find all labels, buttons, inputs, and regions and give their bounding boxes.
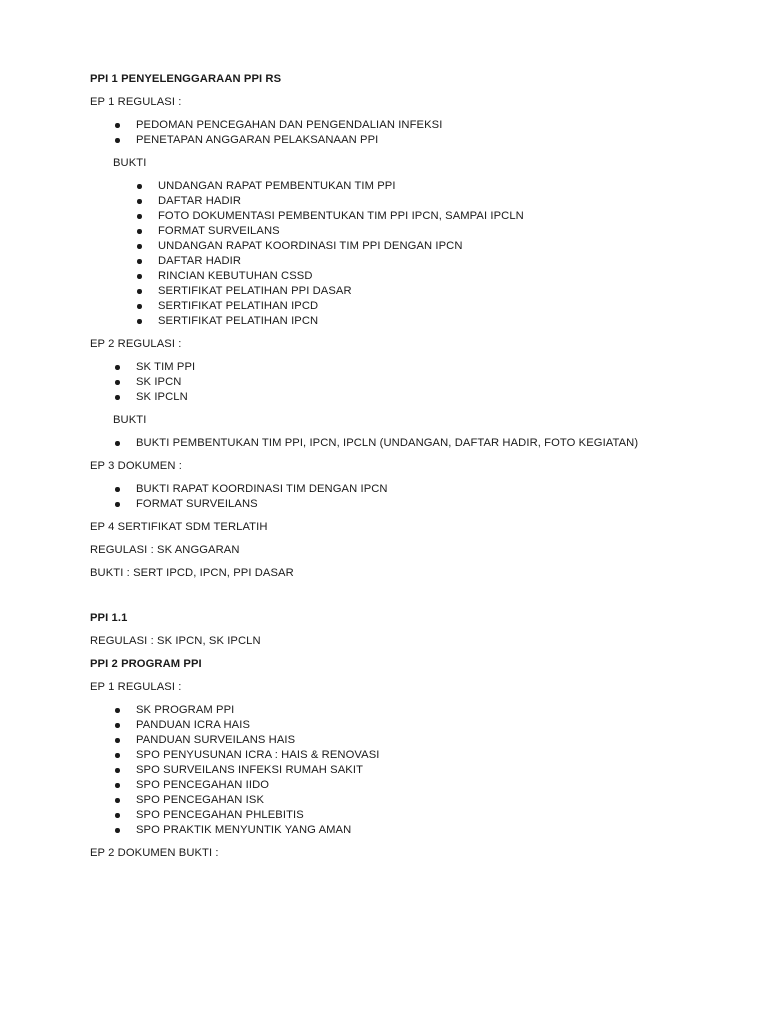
- ppi1-ep4-regulasi: REGULASI : SK ANGGARAN: [90, 544, 240, 556]
- ppi2-ep1-list: [90, 703, 730, 838]
- bullet-icon: [115, 708, 120, 713]
- list-item: [90, 209, 730, 224]
- list-item-text: DAFTAR HADIR: [158, 255, 242, 267]
- bullet-icon: [115, 123, 120, 128]
- bullet-icon: [115, 828, 120, 833]
- ppi2-ep1-label: EP 1 REGULASI :: [90, 681, 182, 693]
- list-item: [90, 778, 730, 793]
- list-item: [90, 239, 730, 254]
- list-item-text: UNDANGAN RAPAT PEMBENTUKAN TIM PPI: [158, 180, 396, 192]
- ppi1-ep2-bukti-list: [90, 436, 730, 451]
- list-item: [90, 497, 730, 512]
- document-content: [90, 72, 730, 869]
- list-item: [90, 224, 730, 239]
- list-item: [90, 823, 730, 838]
- list-item-text: BUKTI PEMBENTUKAN TIM PPI, IPCN, IPCLN (UNDANGAN, DAFTAR HADIR, FOTO KEGIATAN): [136, 437, 639, 449]
- list-item-text: FORMAT SURVEILANS: [158, 225, 280, 237]
- bullet-icon: [137, 319, 142, 324]
- list-item-text: DAFTAR HADIR: [158, 195, 242, 207]
- bullet-icon: [115, 813, 120, 818]
- bullet-icon: [137, 289, 142, 294]
- ppi1-ep4-bukti: BUKTI : SERT IPCD, IPCN, PPI DASAR: [90, 567, 294, 579]
- ppi1-ep4-label: EP 4 SERTIFIKAT SDM TERLATIH: [90, 521, 268, 533]
- list-item-text: PEDOMAN PENCEGAHAN DAN PENGENDALIAN INFEKSI: [136, 119, 443, 131]
- list-item-text: SK PROGRAM PPI: [136, 704, 235, 716]
- list-item: [90, 284, 730, 299]
- list-item-text: SPO PENCEGAHAN PHLEBITIS: [136, 809, 304, 821]
- list-item-text: SK TIM PPI: [136, 361, 196, 373]
- bullet-icon: [115, 380, 120, 385]
- list-item: [90, 763, 730, 778]
- list-item-text: SERTIFIKAT PELATIHAN IPCD: [158, 300, 319, 312]
- list-item: [90, 436, 730, 451]
- ppi2-title: PPI 2 PROGRAM PPI: [90, 658, 202, 670]
- list-item-text: SK IPCLN: [136, 391, 188, 403]
- bullet-icon: [115, 783, 120, 788]
- list-item-text: SPO SURVEILANS INFEKSI RUMAH SAKIT: [136, 764, 363, 776]
- ppi2-ep2-label: EP 2 DOKUMEN BUKTI :: [90, 847, 219, 859]
- ppi1-ep3-label: EP 3 DOKUMEN :: [90, 460, 182, 472]
- list-item: [90, 269, 730, 284]
- list-item: [90, 314, 730, 329]
- list-item: [90, 133, 730, 148]
- bullet-icon: [115, 395, 120, 400]
- bullet-icon: [115, 738, 120, 743]
- list-item: [90, 718, 730, 733]
- list-item: [90, 748, 730, 763]
- bullet-icon: [115, 753, 120, 758]
- list-item-text: RINCIAN KEBUTUHAN CSSD: [158, 270, 313, 282]
- bullet-icon: [137, 199, 142, 204]
- ppi1-title: PPI 1 PENYELENGGARAAN PPI RS: [90, 73, 282, 85]
- list-item: [90, 793, 730, 808]
- list-item-text: PENETAPAN ANGGARAN PELAKSANAAN PPI: [136, 134, 379, 146]
- list-item-text: SPO PRAKTIK MENYUNTIK YANG AMAN: [136, 824, 352, 836]
- ppi11-regulasi: REGULASI : SK IPCN, SK IPCLN: [90, 635, 261, 647]
- bullet-icon: [115, 768, 120, 773]
- ppi1-ep1-bukti-label: BUKTI: [113, 157, 147, 169]
- bullet-icon: [137, 214, 142, 219]
- ppi1-ep2-bukti-label: BUKTI: [113, 414, 147, 426]
- list-item: [90, 179, 730, 194]
- bullet-icon: [137, 274, 142, 279]
- list-item-text: PANDUAN SURVEILANS HAIS: [136, 734, 296, 746]
- ppi1-ep1-list: [90, 118, 730, 148]
- section-spacer: [90, 589, 730, 611]
- ppi1-ep2-list: [90, 360, 730, 405]
- list-item-text: SK IPCN: [136, 376, 182, 388]
- list-item: [90, 390, 730, 405]
- bullet-icon: [137, 259, 142, 264]
- list-item-text: SPO PENCEGAHAN IIDO: [136, 779, 270, 791]
- bullet-icon: [137, 244, 142, 249]
- list-item-text: SPO PENYUSUNAN ICRA : HAIS & RENOVASI: [136, 749, 380, 761]
- list-item-text: PANDUAN ICRA HAIS: [136, 719, 251, 731]
- list-item: [90, 299, 730, 314]
- bullet-icon: [115, 798, 120, 803]
- ppi1-ep1-bukti-list: [90, 179, 730, 329]
- bullet-icon: [115, 502, 120, 507]
- bullet-icon: [115, 441, 120, 446]
- list-item-text: SPO PENCEGAHAN ISK: [136, 794, 265, 806]
- bullet-icon: [137, 229, 142, 234]
- bullet-icon: [115, 365, 120, 370]
- bullet-icon: [115, 487, 120, 492]
- bullet-icon: [137, 304, 142, 309]
- bullet-icon: [115, 138, 120, 143]
- list-item-text: SERTIFIKAT PELATIHAN PPI DASAR: [158, 285, 352, 297]
- list-item-text: FOTO DOKUMENTASI PEMBENTUKAN TIM PPI IPCN, SAMPAI IPCLN: [158, 210, 524, 222]
- bullet-icon: [137, 184, 142, 189]
- ppi11-title: PPI 1.1: [90, 612, 128, 624]
- list-item: [90, 194, 730, 209]
- bullet-icon: [115, 723, 120, 728]
- list-item: [90, 360, 730, 375]
- list-item: [90, 703, 730, 718]
- ppi1-ep3-list: [90, 482, 730, 512]
- ppi1-ep2-label: EP 2 REGULASI :: [90, 338, 182, 350]
- list-item: [90, 733, 730, 748]
- list-item: [90, 375, 730, 390]
- list-item: [90, 482, 730, 497]
- list-item: [90, 254, 730, 269]
- list-item-text: SERTIFIKAT PELATIHAN IPCN: [158, 315, 319, 327]
- list-item: [90, 118, 730, 133]
- list-item-text: FORMAT SURVEILANS: [136, 498, 258, 510]
- ppi1-ep1-label: EP 1 REGULASI :: [90, 96, 182, 108]
- list-item: [90, 808, 730, 823]
- list-item-text: UNDANGAN RAPAT KOORDINASI TIM PPI DENGAN IPCN: [158, 240, 463, 252]
- list-item-text: BUKTI RAPAT KOORDINASI TIM DENGAN IPCN: [136, 483, 388, 495]
